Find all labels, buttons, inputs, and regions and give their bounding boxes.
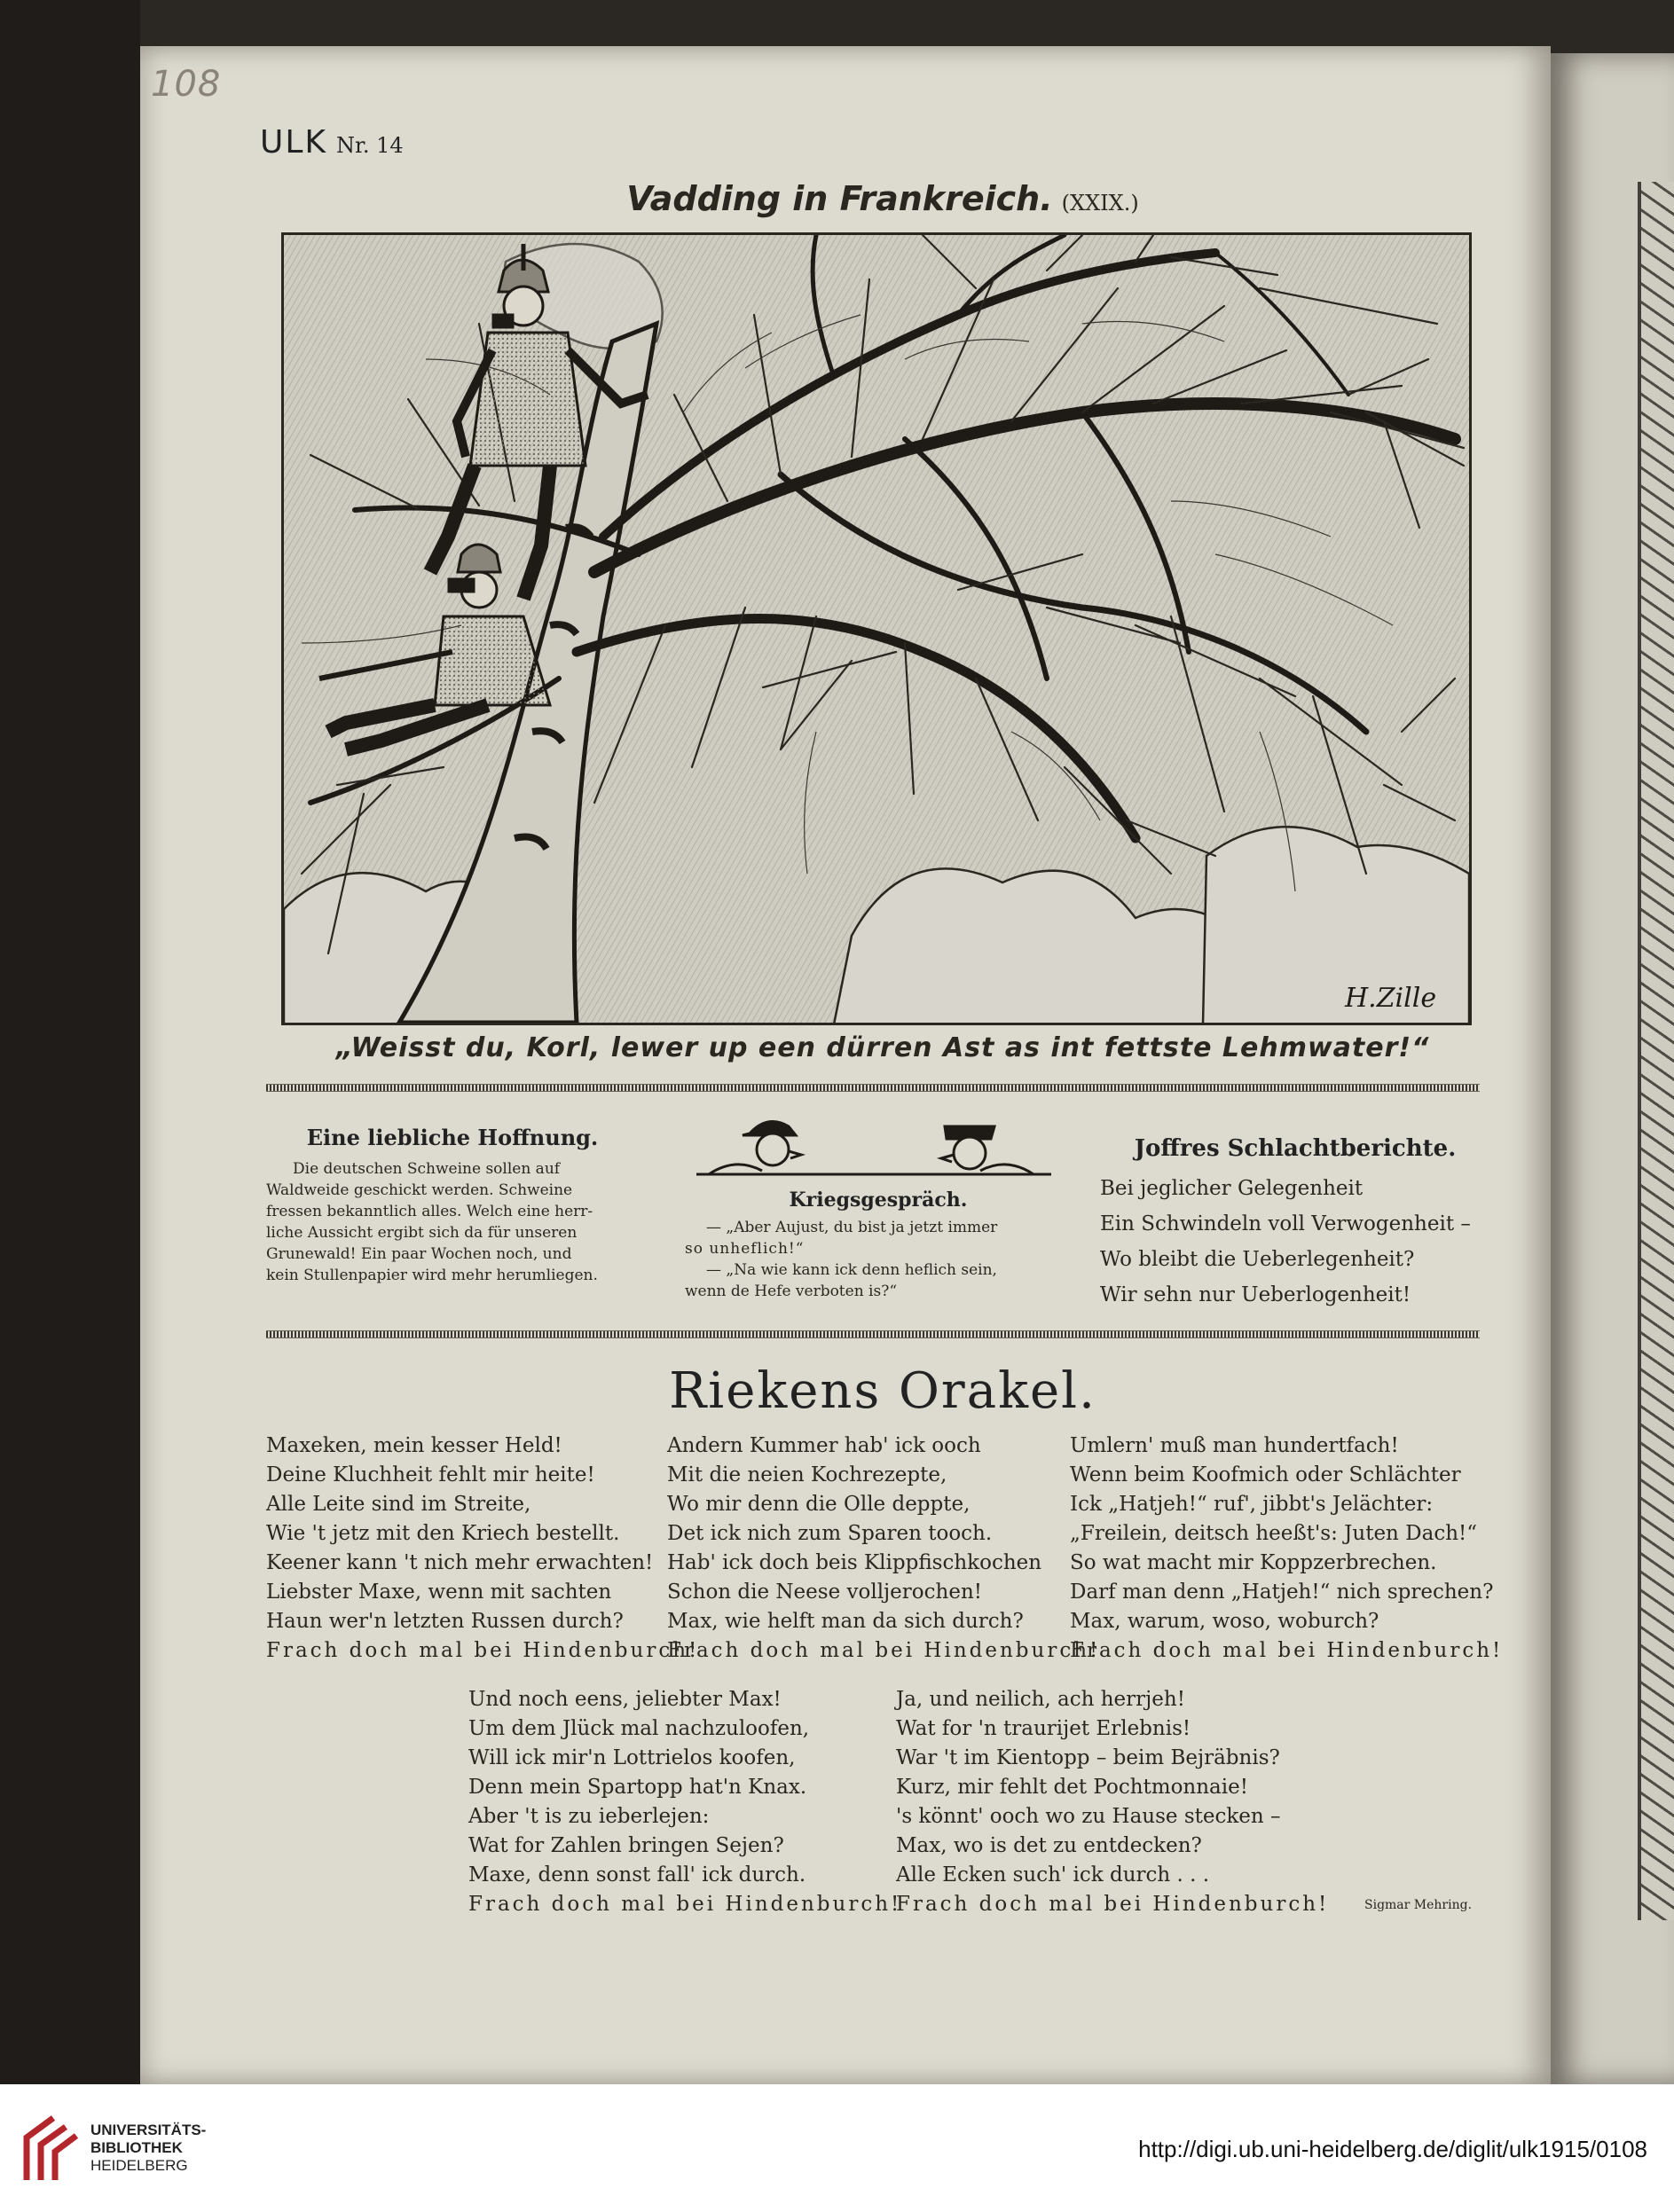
library-name-line: BIBLIOTHEK bbox=[90, 2139, 183, 2156]
library-name bbox=[90, 2122, 206, 2175]
pencil-page-number: 108 bbox=[151, 64, 222, 105]
tree-illustration bbox=[284, 235, 1469, 1023]
text-line: so unheflich!“ bbox=[685, 1240, 805, 1258]
text-line: Grunewald! Ein paar Wochen noch, und bbox=[266, 1245, 572, 1263]
text-line: fressen bekanntlich alles. Welch eine herr- bbox=[266, 1203, 593, 1220]
next-page-border-strip bbox=[1638, 182, 1674, 1920]
middle-article-body bbox=[685, 1217, 1075, 1302]
poem-line: „Freilein, deitsch heeßt's: Juten Dach!“ bbox=[1070, 1522, 1478, 1545]
poem-signature: Sigmar Mehring. bbox=[1364, 1898, 1473, 1912]
text-line: Bei jeglicher Gelegenheit bbox=[1100, 1177, 1364, 1200]
kriegsgespraech-vignette bbox=[696, 1107, 1051, 1181]
library-footer bbox=[0, 2084, 1674, 2212]
poem-line: Liebster Maxe, wenn mit sachten bbox=[266, 1581, 612, 1604]
poem-stanza-4 bbox=[468, 1685, 901, 1919]
poem-line: Alle Ecken such' ick durch . . . bbox=[896, 1863, 1210, 1886]
middle-article-heading: Kriegsgespräch. bbox=[789, 1188, 968, 1212]
poem-line: Ja, und neilich, ach herrjeh! bbox=[896, 1688, 1185, 1711]
poem-line: Alle Leite sind im Streite, bbox=[266, 1493, 531, 1516]
poem-line: Wie 't jetz mit den Kriech bestellt. bbox=[266, 1522, 620, 1545]
masthead-title: ULK bbox=[260, 124, 328, 161]
poem-line: Max, wo is det zu entdecken? bbox=[896, 1834, 1202, 1857]
poem-line: Ick „Hatjeh!“ ruf', jibbt's Jelächter: bbox=[1070, 1493, 1434, 1516]
poem-line: Und noch eens, jeliebter Max! bbox=[468, 1688, 782, 1711]
poem-line: Max, wie helft man da sich durch? bbox=[667, 1610, 1024, 1633]
poem-line: Mit die neien Kochrezepte, bbox=[667, 1463, 947, 1486]
poem-refrain: Frach doch mal bei Hindenburch! bbox=[896, 1893, 1330, 1916]
poem-line: Schon die Neese volljerochen! bbox=[667, 1581, 982, 1604]
left-article-body bbox=[266, 1158, 648, 1286]
poem-line: Deine Kluchheit fehlt mir heite! bbox=[266, 1463, 595, 1486]
poem-refrain: Frach doch mal bei Hindenburch! bbox=[667, 1639, 1101, 1662]
text-line: Ein Schwindeln voll Verwogenheit – bbox=[1100, 1212, 1471, 1235]
poem-line: Andern Kummer hab' ick ooch bbox=[667, 1434, 981, 1457]
poem-line: Denn mein Spartopp hat'n Knax. bbox=[468, 1776, 807, 1799]
poem-refrain: Frach doch mal bei Hindenburch! bbox=[1070, 1639, 1504, 1662]
poem-line: 's könnt' ooch wo zu Hause stecken – bbox=[896, 1805, 1281, 1828]
poem-line: Hab' ick doch beis Klippfischkochen bbox=[667, 1551, 1042, 1574]
text-line: kein Stullenpapier wird mehr herumliegen. bbox=[266, 1267, 598, 1284]
poem-line: Wat for Zahlen bringen Sejen? bbox=[468, 1834, 784, 1857]
scan-gutter bbox=[0, 0, 140, 2084]
poem-line: Keener kann 't nich mehr erwachten! bbox=[266, 1551, 654, 1574]
library-name-line: HEIDELBERG bbox=[90, 2157, 188, 2174]
poem-refrain: Frach doch mal bei Hindenburch! bbox=[468, 1893, 902, 1916]
poem-refrain: Frach doch mal bei Hindenburch! bbox=[266, 1639, 700, 1662]
right-article-body bbox=[1100, 1171, 1481, 1313]
poem-line: Haun wer'n letzten Russen durch? bbox=[266, 1610, 624, 1633]
poem-line: Aber 't is zu ieberlejen: bbox=[468, 1805, 710, 1828]
poem-line: Will ick mir'n Lottrielos koofen, bbox=[468, 1746, 796, 1769]
poem-stanza-3 bbox=[1070, 1432, 1503, 1666]
cartoon-title bbox=[266, 179, 1499, 218]
left-article-heading: Eine liebliche Hoffnung. bbox=[306, 1125, 599, 1150]
poem-title: Riekens Orakel. bbox=[669, 1362, 1096, 1420]
poem-line: Det ick nich zum Sparen tooch. bbox=[667, 1522, 993, 1545]
cartoon-title-text: Vadding in Frankreich. bbox=[626, 179, 1053, 218]
poem-line: War 't im Kientopp – beim Bejräbnis? bbox=[896, 1746, 1280, 1769]
cartoon-number: (XXIX.) bbox=[1061, 191, 1139, 216]
cartoon-caption: „Weisst du, Korl, lewer up een dürren Ast as int fettste Lehmwater!“ bbox=[335, 1032, 1430, 1063]
poem-line: Darf man denn „Hatjeh!“ nich sprechen? bbox=[1070, 1581, 1494, 1604]
text-line: Wo bleibt die Ueberlegenheit? bbox=[1100, 1248, 1415, 1271]
poem-line: Wat for 'n traurijet Erlebnis! bbox=[896, 1717, 1191, 1740]
poem-stanza-5 bbox=[896, 1685, 1329, 1919]
poem-line: Um dem Jlück mal nachzuloofen, bbox=[468, 1717, 810, 1740]
text-line: liche Aussicht ergibt sich da für unseren bbox=[266, 1224, 578, 1242]
poem-line: So wat macht mir Koppzerbrechen. bbox=[1070, 1551, 1437, 1574]
poem-line: Umlern' muß man hundertfach! bbox=[1070, 1434, 1399, 1457]
poem-line: Wo mir denn die Olle deppte, bbox=[667, 1493, 971, 1516]
text-line: Die deutschen Schweine sollen auf bbox=[293, 1160, 561, 1178]
poem-line: Wenn beim Koofmich oder Schlächter bbox=[1070, 1463, 1461, 1486]
text-line: wenn de Hefe verboten is?“ bbox=[685, 1282, 898, 1300]
artist-signature: H.Zille bbox=[1345, 983, 1437, 1014]
text-line: Waldweide geschickt werden. Schweine bbox=[266, 1181, 573, 1199]
cartoon-illustration bbox=[281, 232, 1472, 1025]
divider-rule-top bbox=[266, 1084, 1480, 1092]
library-logo-icon bbox=[18, 2111, 82, 2187]
masthead bbox=[260, 124, 404, 161]
text-line: Wir sehn nur Ueberlogenheit! bbox=[1100, 1283, 1411, 1306]
masthead-issue: Nr. 14 bbox=[336, 133, 404, 158]
permalink-url[interactable]: http://digi.ub.uni-heidelberg.de/diglit/ulk1915/0108 bbox=[1138, 2136, 1647, 2162]
divider-rule-bottom bbox=[266, 1330, 1480, 1338]
poem-stanza-2 bbox=[667, 1432, 1100, 1666]
text-line: — „Na wie kann ick denn heflich sein, bbox=[706, 1261, 997, 1279]
poem-line: Maxeken, mein kesser Held! bbox=[266, 1434, 562, 1457]
poem-stanza-1 bbox=[266, 1432, 699, 1666]
poem-line: Max, warum, woso, woburch? bbox=[1070, 1610, 1379, 1633]
text-line: — „Aber Aujust, du bist ja jetzt immer bbox=[706, 1219, 998, 1236]
right-article-heading: Joffres Schlachtberichte. bbox=[1134, 1135, 1457, 1162]
poem-line: Kurz, mir fehlt det Pochtmonnaie! bbox=[896, 1776, 1248, 1799]
poem-line: Maxe, denn sonst fall' ick durch. bbox=[468, 1863, 806, 1886]
library-name-line: UNIVERSITÄTS- bbox=[90, 2122, 207, 2138]
